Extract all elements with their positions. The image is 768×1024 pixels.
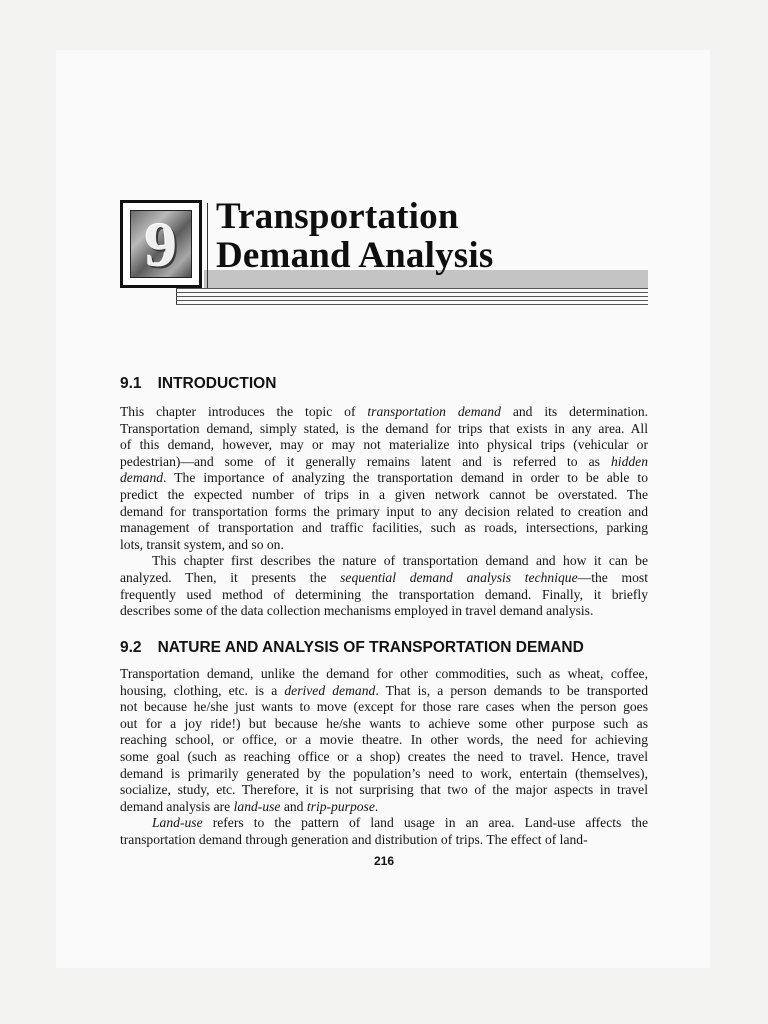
text-run: housing, clothing, etc. is a — [120, 682, 285, 698]
text-line — [120, 421, 648, 438]
text-run: transportation demand through generation and distribution of trips. The effect of land- — [120, 831, 588, 847]
rule-line — [176, 300, 648, 301]
text-line — [120, 504, 648, 521]
chapter-badge-image — [130, 210, 192, 278]
text-run: some goal (such as reaching office or a shop) creates the need to travel. Hence, travel — [120, 748, 648, 764]
intro-paragraph-1 — [120, 404, 648, 553]
rule-line — [176, 292, 648, 293]
text-line — [120, 537, 648, 554]
text-run: demand analysis are — [120, 798, 234, 814]
text-line — [120, 603, 648, 620]
text-run: Transportation demand, simply stated, is the demand for trips that exists in any area. All — [120, 420, 648, 436]
text-run: socialize, study, etc. Therefore, it is not surprising that two of the major aspects in travel — [120, 782, 648, 798]
section-number: 9.2 — [120, 639, 142, 656]
text-run: analyzed. Then, it presents the — [120, 569, 341, 585]
title-divider — [207, 203, 208, 289]
text-line — [120, 666, 648, 683]
text-line — [120, 454, 648, 471]
text-line — [120, 683, 648, 700]
section-heading-introduction — [120, 374, 276, 394]
text-run: pedestrian)—and some of it generally remains latent and is referred to as — [120, 453, 611, 469]
text-run: refers to the pattern of land usage in an area. Land-use affects the — [202, 815, 648, 831]
text-run: . The importance of analyzing the transportation demand in order to be able to — [163, 470, 648, 486]
text-line — [120, 404, 648, 421]
text-line — [120, 699, 648, 716]
italic-term: derived demand — [284, 682, 376, 698]
text-run: of this demand, however, may or may not materialize into physical trips (vehicular or — [120, 437, 648, 453]
text-run: predict the expected number of trips in a given network cannot be overstated. The — [120, 486, 648, 502]
text-run: reaching school, or office, or a movie theatre. In other words, the need for achieving — [120, 732, 648, 748]
chapter-number: 9 — [145, 209, 177, 280]
text-run: and — [280, 798, 307, 814]
text-run: This chapter introduces the topic of — [120, 404, 368, 419]
nature-paragraph-2 — [120, 815, 648, 848]
text-line — [120, 782, 648, 799]
italic-term: Land-use — [152, 815, 203, 831]
nature-paragraph-1 — [120, 666, 648, 815]
text-run: out for a joy ride!) but because he/she wants to achieve some other purpose such as — [120, 715, 648, 731]
text-run: demand is primarily generated by the population’s need to work, entertain (themselves), — [120, 765, 648, 781]
chapter-title-line-1: Transportation — [216, 196, 459, 237]
text-line — [120, 732, 648, 749]
text-line — [120, 716, 648, 733]
text-run: . That is, a person demands to be transported — [375, 682, 648, 698]
text-line — [120, 832, 648, 849]
chapter-title-line-2: Demand Analysis — [216, 235, 494, 276]
intro-paragraph-2 — [120, 553, 648, 619]
text-run: frequently used method of determining the transportation demand. Finally, it briefly — [120, 586, 648, 602]
rule-line — [176, 296, 648, 297]
text-run: Transportation demand, unlike the demand for other commodities, such as wheat, coffee, — [120, 666, 648, 681]
italic-term: hidden — [611, 453, 648, 469]
text-run: management of transportation and traffic facilities, such as roads, intersections, parking — [120, 520, 648, 536]
text-run: and its determination. — [500, 404, 649, 419]
text-line — [120, 749, 648, 766]
text-line — [120, 587, 648, 604]
italic-term: sequential demand analysis technique — [340, 569, 578, 585]
text-run: lots, transit system, and so on. — [120, 536, 284, 552]
text-line — [120, 437, 648, 454]
italic-term: demand — [120, 470, 164, 486]
text-run: —the most — [577, 569, 648, 585]
section-heading-nature-and-analysis — [120, 638, 584, 658]
text-line — [120, 553, 648, 570]
text-line — [120, 520, 648, 537]
text-line — [120, 487, 648, 504]
chapter-badge — [120, 200, 202, 288]
text-run: not because he/she just wants to move (except for those rare cases when the person goes — [120, 699, 648, 715]
italic-term: transportation demand — [367, 404, 501, 419]
text-line — [120, 470, 648, 487]
text-line — [120, 766, 648, 783]
italic-term: trip-purpose — [306, 798, 375, 814]
section-number: 9.1 — [120, 375, 142, 392]
text-run: demand for transportation forms the primary input to any decision related to creation and — [120, 503, 648, 519]
italic-term: land-use — [233, 798, 281, 814]
text-run: This chapter first describes the nature of transportation demand and how it can be — [152, 553, 648, 569]
text-run: . — [374, 798, 379, 814]
rule-line — [176, 304, 648, 305]
page-number: 216 — [373, 854, 395, 868]
text-line — [120, 815, 648, 832]
rule-line — [176, 288, 648, 289]
section-title: INTRODUCTION — [157, 375, 277, 392]
text-run: describes some of the data collection mechanisms employed in travel demand analysis. — [120, 603, 594, 619]
section-title: NATURE AND ANALYSIS OF TRANSPORTATION DEMAND — [157, 639, 584, 656]
text-line — [120, 570, 648, 587]
text-line — [120, 799, 648, 816]
